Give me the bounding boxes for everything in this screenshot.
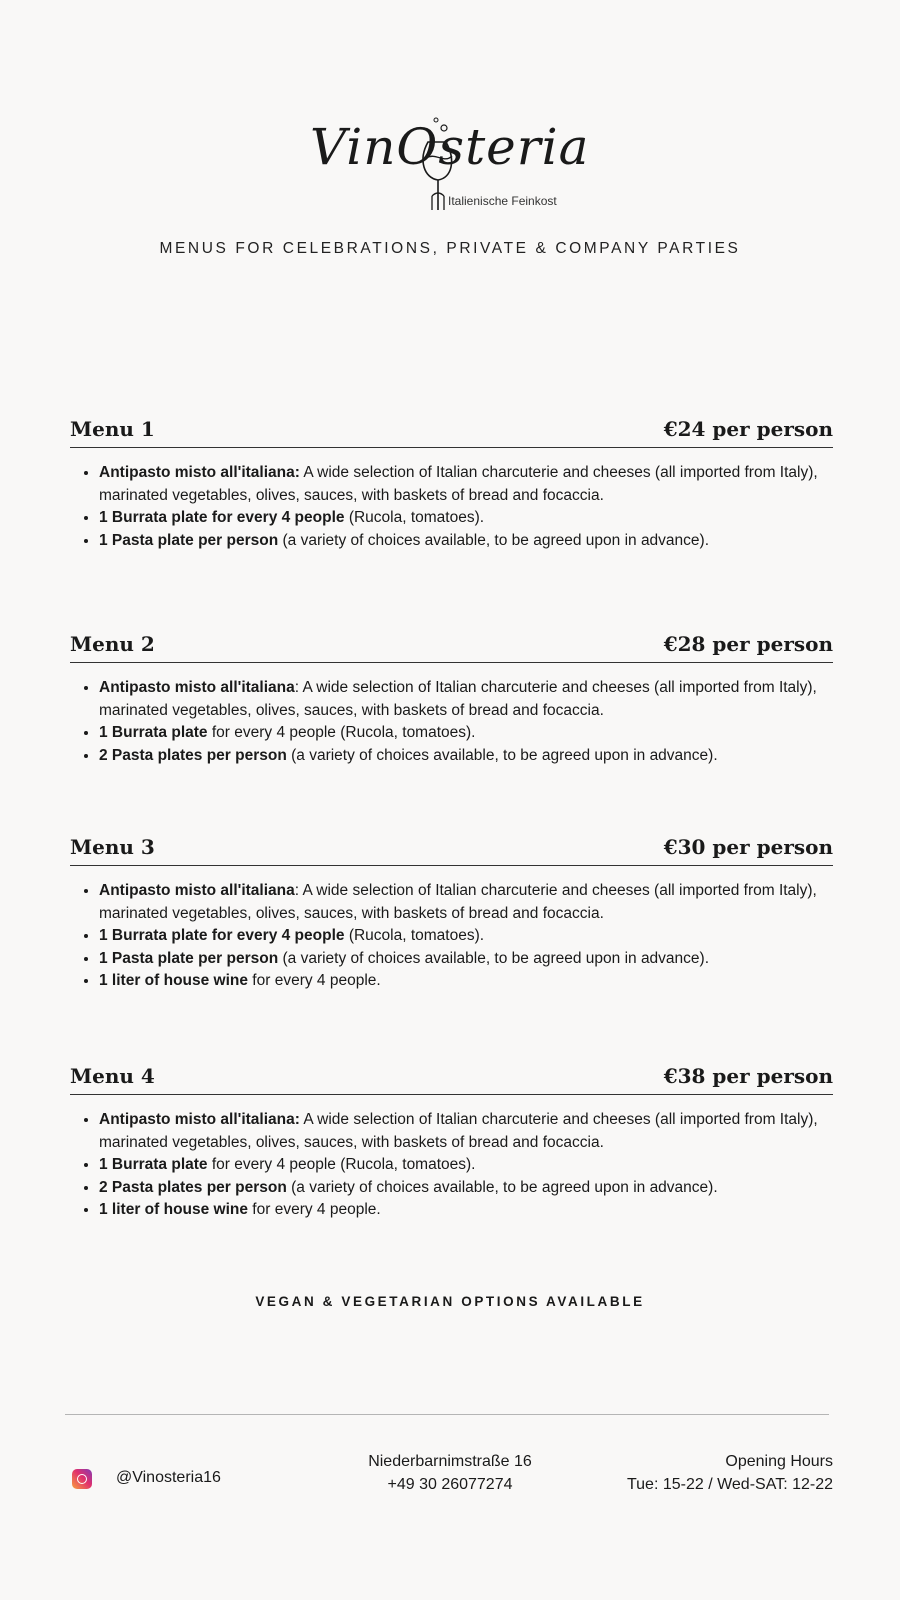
page-subtitle: MENUS FOR CELEBRATIONS, PRIVATE & COMPANY PARTIES (159, 240, 741, 257)
hours-title: Opening Hours (725, 1453, 833, 1470)
list-item: • 1 Pasta plate per person (a variety of choices available, to be agreed upon in advance). (99, 530, 833, 553)
instagram-icon[interactable] (72, 1469, 92, 1489)
list-item: • 1 Burrata plate for every 4 people (Rucola, tomatoes). (99, 722, 833, 745)
phone-number[interactable]: +49 30 26077274 (387, 1476, 513, 1493)
footer-divider (65, 1414, 829, 1415)
list-item: • Antipasto misto all'italiana: A wide selection of Italian charcuterie and cheeses (all imported from Italy), marinated vegetables, olives, sauces, with baskets of bread and focaccia. (99, 880, 833, 925)
list-item: • 1 liter of house wine for every 4 people. (99, 1199, 833, 1222)
menu-section-1 (70, 409, 833, 552)
menu-item-list (70, 462, 833, 552)
brand-tagline: Italienische Feinkost (448, 194, 557, 208)
menu-header (70, 409, 833, 448)
opening-hours (553, 1450, 833, 1496)
street-address: Niederbarnimstraße 16 (368, 1453, 532, 1470)
menu-section-4 (70, 1056, 833, 1222)
menu-title: Menu 2 (70, 632, 155, 656)
menu-section-2 (70, 624, 833, 767)
hours-text: Tue: 15-22 / Wed-SAT: 12-22 (626, 1476, 833, 1493)
list-item: • Antipasto misto all'italiana: A wide selection of Italian charcuterie and cheeses (all imported from Italy), marinated vegetables, olives, sauces, with baskets of bread and focaccia. (99, 677, 833, 722)
list-item: • 1 Pasta plate per person (a variety of choices available, to be agreed upon in advance). (99, 948, 833, 971)
list-item: • 2 Pasta plates per person (a variety of choices available, to be agreed upon in advance). (99, 745, 833, 768)
vegan-note: VEGAN & VEGETARIAN OPTIONS AVAILABLE (255, 1294, 645, 1309)
menu-price: €30 per person (663, 835, 833, 859)
address-block (340, 1450, 560, 1496)
menu-title: Menu 4 (70, 1064, 155, 1088)
list-item: • Antipasto misto all'italiana: A wide selection of Italian charcuterie and cheeses (all imported from Italy), marinated vegetables, olives, sauces, with baskets of bread and focaccia. (99, 462, 833, 507)
menu-price: €28 per person (663, 632, 833, 656)
list-item: • 1 Burrata plate for every 4 people (Rucola, tomatoes). (99, 1154, 833, 1177)
brand-name: VinOsteria (310, 118, 590, 176)
menu-header (70, 624, 833, 663)
menu-section-3 (70, 827, 833, 993)
menu-title: Menu 1 (70, 417, 155, 441)
list-item: • 1 Burrata plate for every 4 people (Rucola, tomatoes). (99, 925, 833, 948)
list-item: • 2 Pasta plates per person (a variety of choices available, to be agreed upon in advance). (99, 1177, 833, 1200)
menu-header (70, 1056, 833, 1095)
list-item: • Antipasto misto all'italiana: A wide selection of Italian charcuterie and cheeses (all imported from Italy), marinated vegetables, olives, sauces, with baskets of bread and focaccia. (99, 1109, 833, 1154)
menu-title: Menu 3 (70, 835, 155, 859)
menu-item-list (70, 1109, 833, 1222)
menu-item-list (70, 677, 833, 767)
brand-logo (0, 100, 900, 230)
instagram-handle[interactable]: @Vinosteria16 (116, 1469, 221, 1486)
menu-price: €38 per person (663, 1064, 833, 1088)
menu-item-list (70, 880, 833, 993)
list-item: • 1 Burrata plate for every 4 people (Rucola, tomatoes). (99, 507, 833, 530)
list-item: • 1 liter of house wine for every 4 people. (99, 970, 833, 993)
menu-header (70, 827, 833, 866)
menu-price: €24 per person (663, 417, 833, 441)
